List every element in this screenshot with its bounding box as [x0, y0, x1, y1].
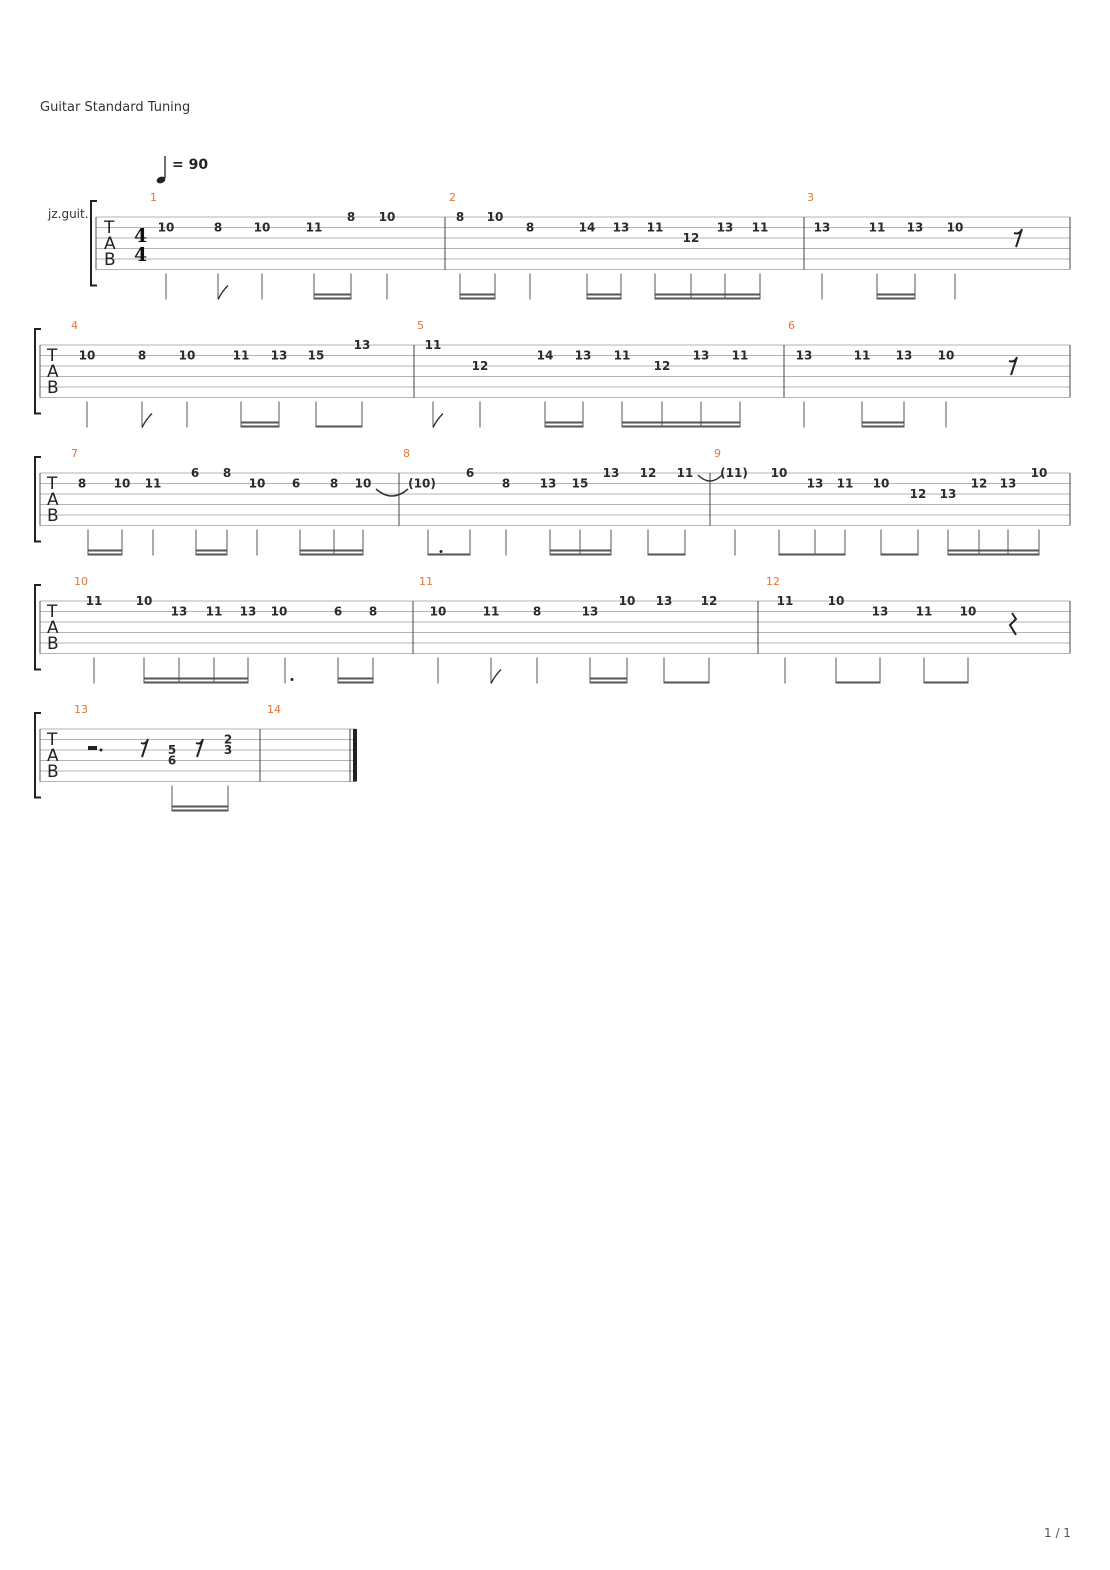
fret-number: 11: [646, 220, 664, 235]
fret-number: 8: [455, 210, 465, 224]
fret-number: 11: [676, 466, 694, 480]
tab-system: [35, 575, 1070, 684]
fret-number: 8: [501, 476, 511, 491]
note-flag: [142, 414, 152, 428]
fret-number: 6: [190, 466, 200, 480]
measure-number: 6: [788, 319, 795, 332]
beam: [655, 294, 760, 296]
beam: [545, 422, 583, 424]
tab-clef-letter: A: [47, 746, 59, 766]
beam: [88, 554, 122, 556]
fret-number: 13: [539, 476, 557, 491]
fret-number: 8: [368, 604, 378, 619]
tab-clef-letter: A: [47, 618, 59, 638]
fret-number: 13: [602, 466, 620, 480]
fret-number: 8: [525, 220, 535, 235]
fret-number: 2: [223, 732, 233, 747]
measure-number: 1: [150, 191, 157, 204]
beam: [590, 682, 627, 684]
beam: [172, 806, 228, 808]
measure-number: 4: [71, 319, 78, 332]
beam: [587, 294, 621, 296]
fret-number: 13: [655, 594, 673, 608]
fret-number: 13: [795, 348, 813, 363]
final-barline-thick: [353, 729, 357, 782]
dot-icon: [291, 678, 294, 681]
fret-number: 8: [137, 348, 147, 363]
beam: [590, 678, 627, 680]
fret-number: 8: [346, 210, 356, 224]
instrument-name: jz.guit.: [48, 207, 89, 221]
fret-number: 11: [731, 348, 749, 363]
beam: [241, 426, 279, 428]
fret-number: 10: [378, 210, 396, 224]
fret-number: 8: [213, 220, 223, 235]
tab-clef-letter: T: [47, 602, 58, 622]
tab-system: [91, 191, 1070, 300]
beam: [550, 550, 611, 552]
fret-number: 10: [959, 604, 977, 619]
fret-number: 12: [909, 487, 927, 501]
beam: [428, 554, 470, 556]
note-flag: [433, 414, 443, 428]
fret-number: 11: [85, 594, 103, 608]
fret-number: 10: [113, 476, 131, 491]
beam: [300, 554, 363, 556]
fret-number: 10: [618, 594, 636, 608]
beam: [622, 426, 740, 428]
beam: [948, 554, 1039, 556]
beam: [836, 682, 880, 684]
fret-number: 11: [144, 476, 162, 491]
time-signature-top: 4: [134, 225, 148, 247]
fret-number: 8: [222, 466, 232, 480]
measure-number: 5: [417, 319, 424, 332]
fret-number: 11: [853, 348, 871, 363]
beam: [862, 426, 904, 428]
tab-clef-letter: A: [104, 234, 116, 254]
fret-number: 14: [578, 220, 596, 235]
fret-number: 11: [836, 476, 854, 491]
beam: [241, 422, 279, 424]
tempo-marking: [156, 156, 209, 185]
fret-number: 13: [999, 476, 1017, 491]
fret-number: 13: [895, 348, 913, 363]
beam: [779, 554, 845, 556]
beam: [460, 298, 495, 300]
fret-number: 11: [915, 604, 933, 619]
fret-number: 10: [248, 476, 266, 491]
fret-number: 12: [970, 476, 988, 491]
measure-number: 8: [403, 447, 410, 460]
tab-clef-letter: T: [104, 218, 115, 238]
fret-number: 12: [653, 359, 671, 373]
fret-number: 10: [946, 220, 964, 235]
beam: [587, 298, 621, 300]
beam: [924, 682, 968, 684]
fret-number: 10: [872, 476, 890, 491]
measure-number: 13: [74, 703, 88, 716]
fret-number: 11: [482, 604, 500, 619]
fret-number: 10: [827, 594, 845, 608]
fret-number: 13: [574, 348, 592, 363]
fret-number: 10: [253, 220, 271, 235]
beam: [655, 298, 760, 300]
fret-number: 10: [429, 604, 447, 619]
beam: [172, 810, 228, 812]
beam: [338, 678, 373, 680]
fret-number: 11: [232, 348, 250, 363]
time-signature-bottom: 4: [134, 244, 148, 266]
beam: [300, 550, 363, 552]
fret-number: 11: [868, 220, 886, 235]
fret-number: 13: [239, 604, 257, 619]
dot-icon: [100, 749, 103, 752]
fret-number: 10: [78, 348, 96, 363]
fret-number: 13: [806, 476, 824, 491]
beam: [314, 294, 351, 296]
fret-number: 6: [333, 604, 343, 619]
fret-number: 6: [167, 753, 177, 768]
tab-system: [35, 447, 1070, 556]
fret-number: 13: [939, 487, 957, 501]
fret-number: 8: [329, 476, 339, 491]
measure-number: 3: [807, 191, 814, 204]
quarter-rest-icon: [1010, 613, 1016, 635]
measure-number: 10: [74, 575, 88, 588]
beam: [881, 554, 918, 556]
fret-number: 10: [354, 476, 372, 491]
fret-number: 15: [571, 476, 589, 491]
beam: [622, 422, 740, 424]
beam: [545, 426, 583, 428]
beam: [460, 294, 495, 296]
tab-clef-letter: B: [47, 762, 59, 782]
tab-clef-letter: T: [47, 474, 58, 494]
fret-number: 5: [167, 743, 177, 757]
beam: [196, 554, 227, 556]
fret-number: 10: [157, 220, 175, 235]
beam: [314, 298, 351, 300]
beam: [877, 298, 915, 300]
sixteenth-rest-icon: [141, 739, 148, 757]
fret-number: 11: [776, 594, 794, 608]
beam: [316, 426, 362, 428]
fret-number: 11: [305, 220, 323, 235]
fret-number: 13: [906, 220, 924, 235]
tab-system: [35, 319, 1070, 428]
fret-number: 8: [77, 476, 87, 491]
fret-number: 8: [532, 604, 542, 619]
tie-arc: [376, 489, 408, 496]
tab-clef-letter: T: [47, 730, 58, 750]
fret-number: 13: [871, 604, 889, 619]
note-flag: [491, 670, 501, 684]
beam: [948, 550, 1039, 552]
note-flag: [218, 286, 228, 300]
fret-number: 10: [1030, 466, 1048, 480]
beam: [648, 554, 685, 556]
fret-number: 11: [613, 348, 631, 363]
tab-clef-letter: B: [104, 250, 116, 270]
fret-number: 11: [205, 604, 223, 619]
beam: [196, 550, 227, 552]
tab-clef-letter: T: [47, 346, 58, 366]
half-rest-icon: [88, 746, 97, 750]
tuning-label: Guitar Standard Tuning: [40, 100, 191, 115]
tab-clef-letter: B: [47, 506, 59, 526]
tab-clef-letter: B: [47, 378, 59, 398]
fret-number: 13: [270, 348, 288, 363]
fret-number: 10: [270, 604, 288, 619]
fret-number: 13: [170, 604, 188, 619]
measure-number: 11: [419, 575, 433, 588]
fret-number: 13: [581, 604, 599, 619]
tab-system: [35, 703, 357, 812]
fret-number: 6: [291, 476, 301, 491]
fret-number: 13: [716, 220, 734, 235]
beam: [664, 682, 709, 684]
page-number: 1 / 1: [1044, 1526, 1071, 1540]
fret-number: 3: [223, 743, 233, 757]
fret-number: 6: [465, 466, 475, 480]
measure-number: 9: [714, 447, 721, 460]
fret-number: 13: [692, 348, 710, 363]
tempo-value: = 90: [172, 157, 209, 173]
fret-number: 10: [770, 466, 788, 480]
fret-number: 11: [424, 338, 442, 352]
fret-number: 14: [536, 348, 554, 363]
fret-number: (10): [408, 476, 436, 491]
measure-number: 12: [766, 575, 780, 588]
dot-icon: [440, 550, 443, 553]
fret-number: 10: [178, 348, 196, 363]
fret-number: 12: [700, 594, 718, 608]
beam: [338, 682, 373, 684]
beam: [144, 682, 248, 684]
measure-number: 7: [71, 447, 78, 460]
fret-number: 15: [307, 348, 325, 363]
beam: [550, 554, 611, 556]
measure-number: 2: [449, 191, 456, 204]
fret-number: 13: [612, 220, 630, 235]
beam: [862, 422, 904, 424]
fret-number: 12: [471, 359, 489, 373]
fret-number: (11): [720, 466, 748, 480]
beam: [877, 294, 915, 296]
fret-number: 13: [353, 338, 371, 352]
tab-clef-letter: B: [47, 634, 59, 654]
beam: [88, 550, 122, 552]
fret-number: 10: [937, 348, 955, 363]
sixteenth-rest-icon: [196, 739, 203, 757]
measure-number: 14: [267, 703, 281, 716]
fret-number: 13: [813, 220, 831, 235]
tab-clef-letter: A: [47, 490, 59, 510]
tab-clef-letter: A: [47, 362, 59, 382]
fret-number: 12: [682, 231, 700, 245]
fret-number: 11: [751, 220, 769, 235]
fret-number: 12: [639, 466, 657, 480]
fret-number: 10: [135, 594, 153, 608]
beam: [144, 678, 248, 680]
fret-number: 10: [486, 210, 504, 224]
